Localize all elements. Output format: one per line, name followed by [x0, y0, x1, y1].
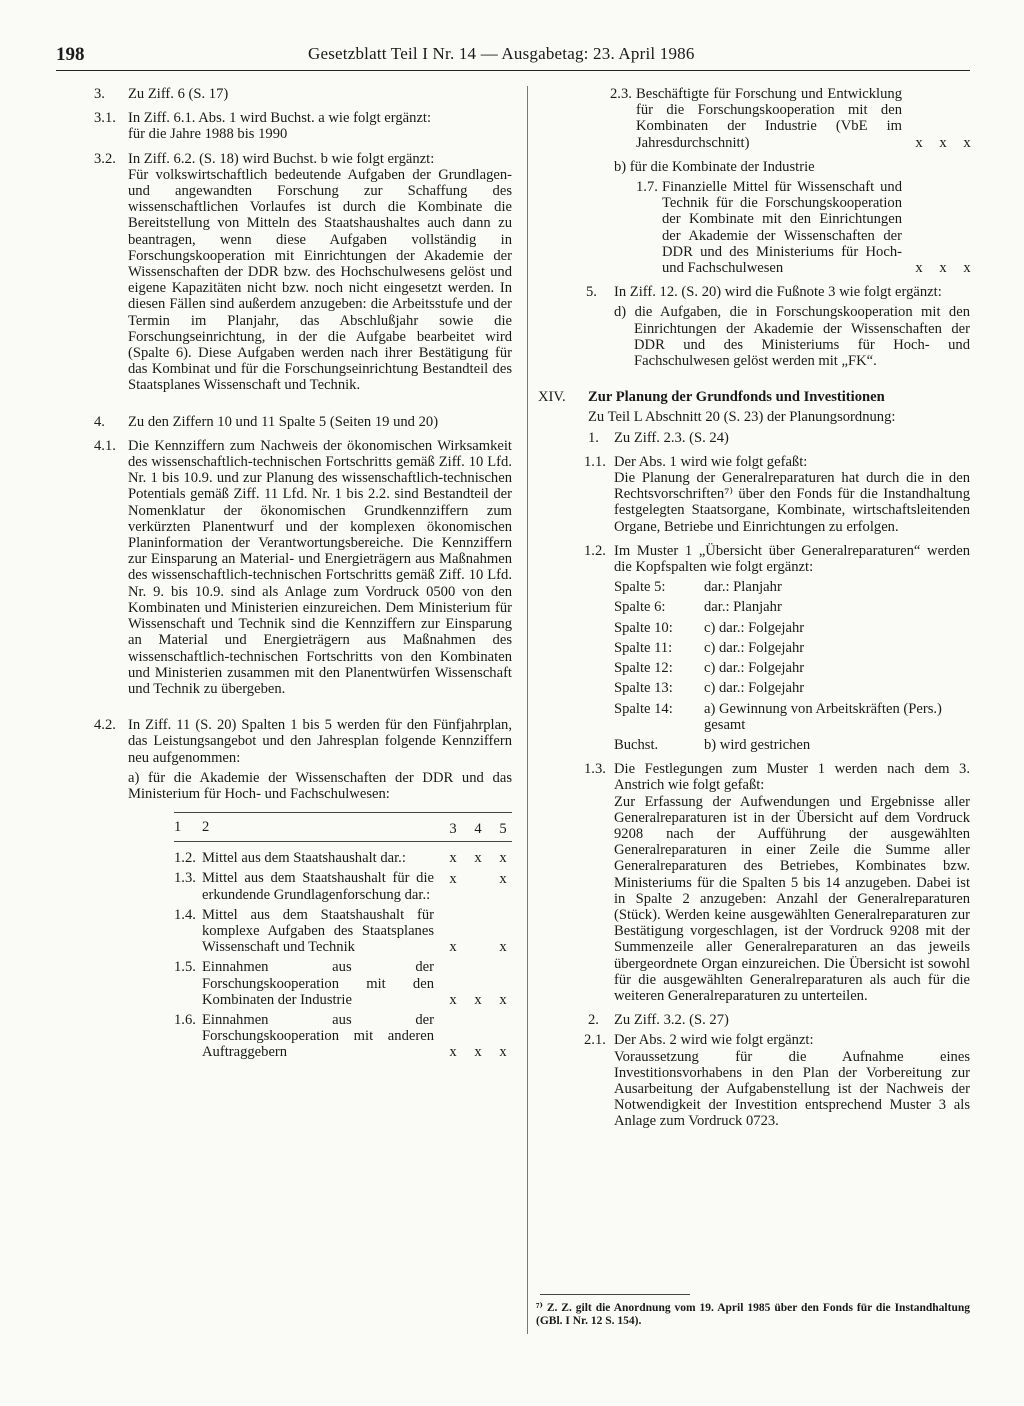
item-1-7 — [636, 179, 971, 277]
subsection-d: d) die Aufgaben, die in Forschungskooperation mit den Einrichtungen der Akademie der Wissenschaften der DDR und des Ministeriums für Hoch- und Fachschulwesen gelöst werden mit „FK“. — [614, 304, 970, 370]
item-x2 — [588, 1012, 970, 1029]
row-mark: x — [449, 939, 457, 956]
column-entry: Spalte 13: c) dar.: Folgejahr — [614, 680, 805, 697]
row-mark: x — [449, 850, 457, 867]
footnote: ⁷⁾ Z. Z. gilt die Anordnung vom 19. April 1985 über den Fonds für die Instandhaltung (GBl. I Nr. 12 S. 154). — [536, 1302, 970, 1327]
section-4 — [94, 413, 512, 430]
section-text: In Ziff. 6.2. (S. 18) wird Buchst. b wie folgt ergänzt: — [128, 150, 435, 167]
item-mark: x — [939, 260, 947, 277]
subsection-b: b) für die Kombinate der Industrie — [614, 158, 815, 175]
item-body: Voraussetzung für die Aufnahme eines Investitionsvorhabens in den Plan der Vorbereitung zur Ausarbeitung der Aufgabenstellung ist der Nachweis der Notwendigkeit der Investition entsprechend Muster 3 als Anlage zum Vordruck 0723. — [614, 1048, 970, 1130]
section-number: 4.2. — [94, 717, 116, 734]
row-number: 1.5. — [174, 959, 196, 976]
section-number: 4.1. — [94, 437, 116, 454]
table-header-cell: 4 — [474, 820, 482, 837]
running-title: Gesetzblatt Teil I Nr. 14 — Ausgabetag: 23. April 1986 — [308, 44, 695, 63]
row-mark: x — [474, 991, 482, 1008]
section-4-1 — [94, 437, 512, 697]
row-mark: x — [474, 850, 482, 867]
row-number: 1.3. — [174, 870, 196, 887]
item-mark: x — [963, 260, 971, 277]
row-number: 1.4. — [174, 906, 196, 923]
item-text: Zu Ziff. 3.2. (S. 27) — [614, 1012, 729, 1029]
column-entry: Spalte 12: c) dar.: Folgejahr — [614, 660, 805, 677]
section-4-2 — [94, 717, 512, 802]
left-column — [94, 86, 512, 1065]
item-x2-1 — [584, 1032, 970, 1130]
column-divider — [527, 86, 528, 1334]
item-body: Zur Erfassung der Aufwendungen und Ergebnisse aller Generalreparaturen ist in der Übersicht auf dem Vordruck 9208 nach der Aufführung der ausgewählten Generalreparaturen in einer Zeile die Summe aller Generalreparaturen des Betriebes, Kombinates bzw. Ministeriums für die Spalten 5 bis 14 anzugeben. Dabei ist in Spalte 2 anzugeben: Anzahl der Generalreparaturen (Stück). Werden keine ausgewählten Generalreparaturen zur Bestätigung vorgeschlagen, ist der Vordruck 9208 mit der Summenzeile aller Generalreparaturen an das jeweils übergeordnete Organ einzureichen. Die Übersicht ist sowohl für die ausgewählten Generalreparaturen als auch für die weiteren Generalreparaturen zu unterteilen. — [614, 793, 970, 1004]
row-mark: x — [499, 850, 507, 867]
item-x1 — [588, 429, 970, 446]
section-number: 3.1. — [94, 110, 116, 127]
row-text: Mittel aus dem Staatshaushalt dar.: — [202, 850, 406, 867]
item-text: Zu Ziff. 2.3. (S. 24) — [614, 429, 729, 446]
section-text: Zu Ziff. 6 (S. 17) — [128, 86, 229, 102]
item-number: 5. — [586, 284, 597, 301]
row-text: Mittel aus dem Staatshaushalt für komplexe Aufgaben des Staatsplanes Wissenschaft und Technik — [202, 906, 434, 956]
item-number: 1.7. — [636, 179, 658, 196]
table-header-cell: 1 — [174, 819, 182, 836]
table-header — [174, 819, 512, 837]
section-number: XIV. — [538, 389, 566, 406]
page-header — [56, 44, 970, 71]
item-x1-3 — [584, 761, 970, 1004]
item-text: Beschäftigte für Forschung und Entwicklung für die Forschungskooperation mit den Kombinaten der Industrie (VbE im Jahresdurchschnitt) — [636, 86, 902, 151]
section-subtext: für die Jahre 1988 bis 1990 — [128, 126, 288, 143]
section-heading: Zur Planung der Grundfonds und Investitionen — [588, 389, 885, 406]
table-row — [174, 850, 512, 866]
item-text: Im Muster 1 „Übersicht über Generalreparaturen“ werden die Kopfspalten wie folgt ergänzt: — [614, 542, 970, 576]
row-number: 1.6. — [174, 1011, 196, 1028]
right-column — [538, 86, 970, 1130]
section-number: 4. — [94, 413, 105, 430]
item-5 — [586, 284, 970, 370]
row-mark: x — [499, 939, 507, 956]
row-mark: x — [449, 1044, 457, 1061]
row-text: Einnahmen aus der Forschungskooperation mit den Kombinaten der Industrie — [202, 959, 434, 1008]
row-mark: x — [474, 1044, 482, 1061]
item-2-3 — [610, 86, 971, 151]
table-header-cell: 3 — [449, 820, 457, 837]
section-number: 3.2. — [94, 150, 116, 167]
table-top-rule — [174, 812, 512, 813]
row-mark: x — [449, 870, 457, 887]
table-header-cell: 5 — [499, 820, 507, 837]
item-mark: x — [963, 134, 971, 151]
item-mark: x — [915, 134, 923, 151]
row-text: Mittel aus dem Staatshaushalt für die erkundende Grundlagenforschung dar.: — [202, 870, 434, 903]
column-entry: Buchst. b) wird gestrichen — [614, 736, 811, 753]
table-header-rule — [174, 841, 512, 842]
column-entry: Spalte 11: c) dar.: Folgejahr — [614, 639, 805, 656]
item-mark: x — [915, 260, 923, 277]
section-3-1 — [94, 110, 512, 143]
column-entry: Spalte 6: dar.: Planjahr — [614, 599, 782, 616]
item-text: Der Abs. 1 wird wie folgt gefaßt: — [614, 453, 808, 470]
table-header-cell: 2 — [202, 819, 210, 836]
table-row — [174, 907, 512, 956]
section-text: In Ziff. 6.1. Abs. 1 wird Buchst. a wie folgt ergänzt: — [128, 110, 432, 127]
section-intro: Zu Teil L Abschnitt 20 (S. 23) der Planungsordnung: — [588, 409, 896, 426]
section-body: Für volkswirtschaftlich bedeutende Aufgaben der Grundlagen- und angewandten Forschung zur Schaffung des wissenschaftlichen Vorlaufes ist durch die Kombinate die Bereitstellung von Mitteln des Staatshaushaltes auch dann zu beantragen, wenn diese Aufgaben vollständig in Forschungskooperation mit Einrichtungen der Akademie der Wissenschaften der DDR bzw. des Hochschulwesens gelöst und eigene Kapazitäten nicht bzw. noch nicht eingesetzt werden. In diesen Fällen sind außerdem anzugeben: die Arbeitsstufe und der Termin im Planjahr, das Abschlußjahr sowie die Forschungseinrichtung, in der die Aufgabe bearbeitet wird (Spalte 6). Diese Aufgaben werden nach ihrer Bestätigung für das Kombinat und für die Forschungseinrichtung Bestandteil des Staatsplanes Wissenschaft und Technik. — [128, 166, 512, 394]
item-x1-1 — [584, 453, 970, 535]
table-row — [174, 959, 512, 1008]
item-number: 2.1. — [584, 1032, 606, 1049]
column-entry: Spalte 10: c) dar.: Folgejahr — [614, 619, 805, 636]
section-xiv — [538, 389, 970, 426]
subsection-a: a) für die Akademie der Wissenschaften der DDR und das Ministerium für Hoch- und Fachschulwesen: — [128, 769, 512, 802]
item-text: Die Festlegungen zum Muster 1 werden nach dem 3. Anstrich wie folgt gefaßt: — [614, 761, 970, 794]
section-number: 3. — [94, 86, 105, 102]
column-entry: Spalte 5: dar.: Planjahr — [614, 579, 782, 596]
page-number: 198 — [56, 44, 85, 65]
row-number: 1.2. — [174, 850, 196, 867]
item-x1-2 — [584, 542, 970, 753]
footnote-rule — [540, 1294, 690, 1295]
row-mark: x — [449, 991, 457, 1008]
table-row — [174, 870, 512, 902]
section-text: In Ziff. 11 (S. 20) Spalten 1 bis 5 werden für den Fünfjahrplan, das Leistungsangebot und den Jahresplan folgende Kennziffern neu aufgenommen: — [128, 717, 512, 766]
item-number: 1.1. — [584, 453, 606, 470]
column-entry: Spalte 14: a) Gewinnung von Arbeitskräften (Pers.) gesamt — [614, 700, 942, 733]
row-text: Einnahmen aus der Forschungskooperation mit anderen Auftraggebern — [202, 1011, 434, 1061]
item-text: In Ziff. 12. (S. 20) wird die Fußnote 3 wie folgt ergänzt: — [614, 284, 942, 301]
section-text: Zu den Ziffern 10 und 11 Spalte 5 (Seiten 19 und 20) — [128, 413, 439, 430]
table-row — [174, 1012, 512, 1061]
item-body: Die Planung der Generalreparaturen hat durch die in den Rechtsvorschriften⁷⁾ über den Fonds für die Instandhaltung festgelegten Staatsorgane, Kombinate, wirtschaftsleitenden Organe, Betriebe und Einrichtungen zu erfolgen. — [614, 470, 970, 535]
row-mark: x — [499, 1044, 507, 1061]
item-number: 1.2. — [584, 542, 606, 559]
row-mark: x — [499, 991, 507, 1008]
section-3 — [94, 86, 512, 102]
item-number: 2.3. — [610, 86, 632, 102]
item-text: Der Abs. 2 wird wie folgt ergänzt: — [614, 1032, 814, 1049]
item-mark: x — [939, 134, 947, 151]
row-mark: x — [499, 870, 507, 887]
item-number: 1.3. — [584, 761, 606, 778]
item-number: 1. — [588, 429, 599, 446]
item-text: Finanzielle Mittel für Wissenschaft und Technik für die Forschungskooperation der Kombinate mit den Einrichtungen der Akademie der Wissenschaften der DDR und des Ministeriums für Hoch- und Fachschulwesen — [662, 179, 902, 277]
section-3-2 — [94, 150, 512, 394]
item-number: 2. — [588, 1012, 599, 1029]
section-text: Die Kennziffern zum Nachweis der ökonomischen Wirksamkeit des wissenschaftlich-technischen Fortschritts gemäß Ziff. 10 Lfd. Nr. 1 bis 10.9. und zur Planung des wissenschaftlich-technischen Potentials gemäß Ziff. 11 Lfd. Nr. 1 bis 2.2. sind Bestandteil der Nomenklatur der ökonomischen Grundkennziffern zum verkürzten Planentwurf und der komplexen ökonomischen Planinformation der Verantwortungsbereiche. Die Kennziffern zur Einsparung an Material- und Energieträgern aus Maßnahmen des wissenschaftlich-technischen Fortschritts gemäß Ziff. 10 Lfd. Nr. 9. bis 10.9. sind als Anlage zum Vordruck 0500 von den Kombinaten und Ministerien einzureichen. Dem Ministerium für Wissenschaft und Technik sind die Kennziffern zur Einsparung an Material und Energieträgern aus Maßnahmen des wissenschaftlich-technischen Fortschritts von den Kombinaten und Ministerien zusammen mit den Planentwürfen Wissenschaft und Technik zu übergeben. — [128, 437, 512, 697]
